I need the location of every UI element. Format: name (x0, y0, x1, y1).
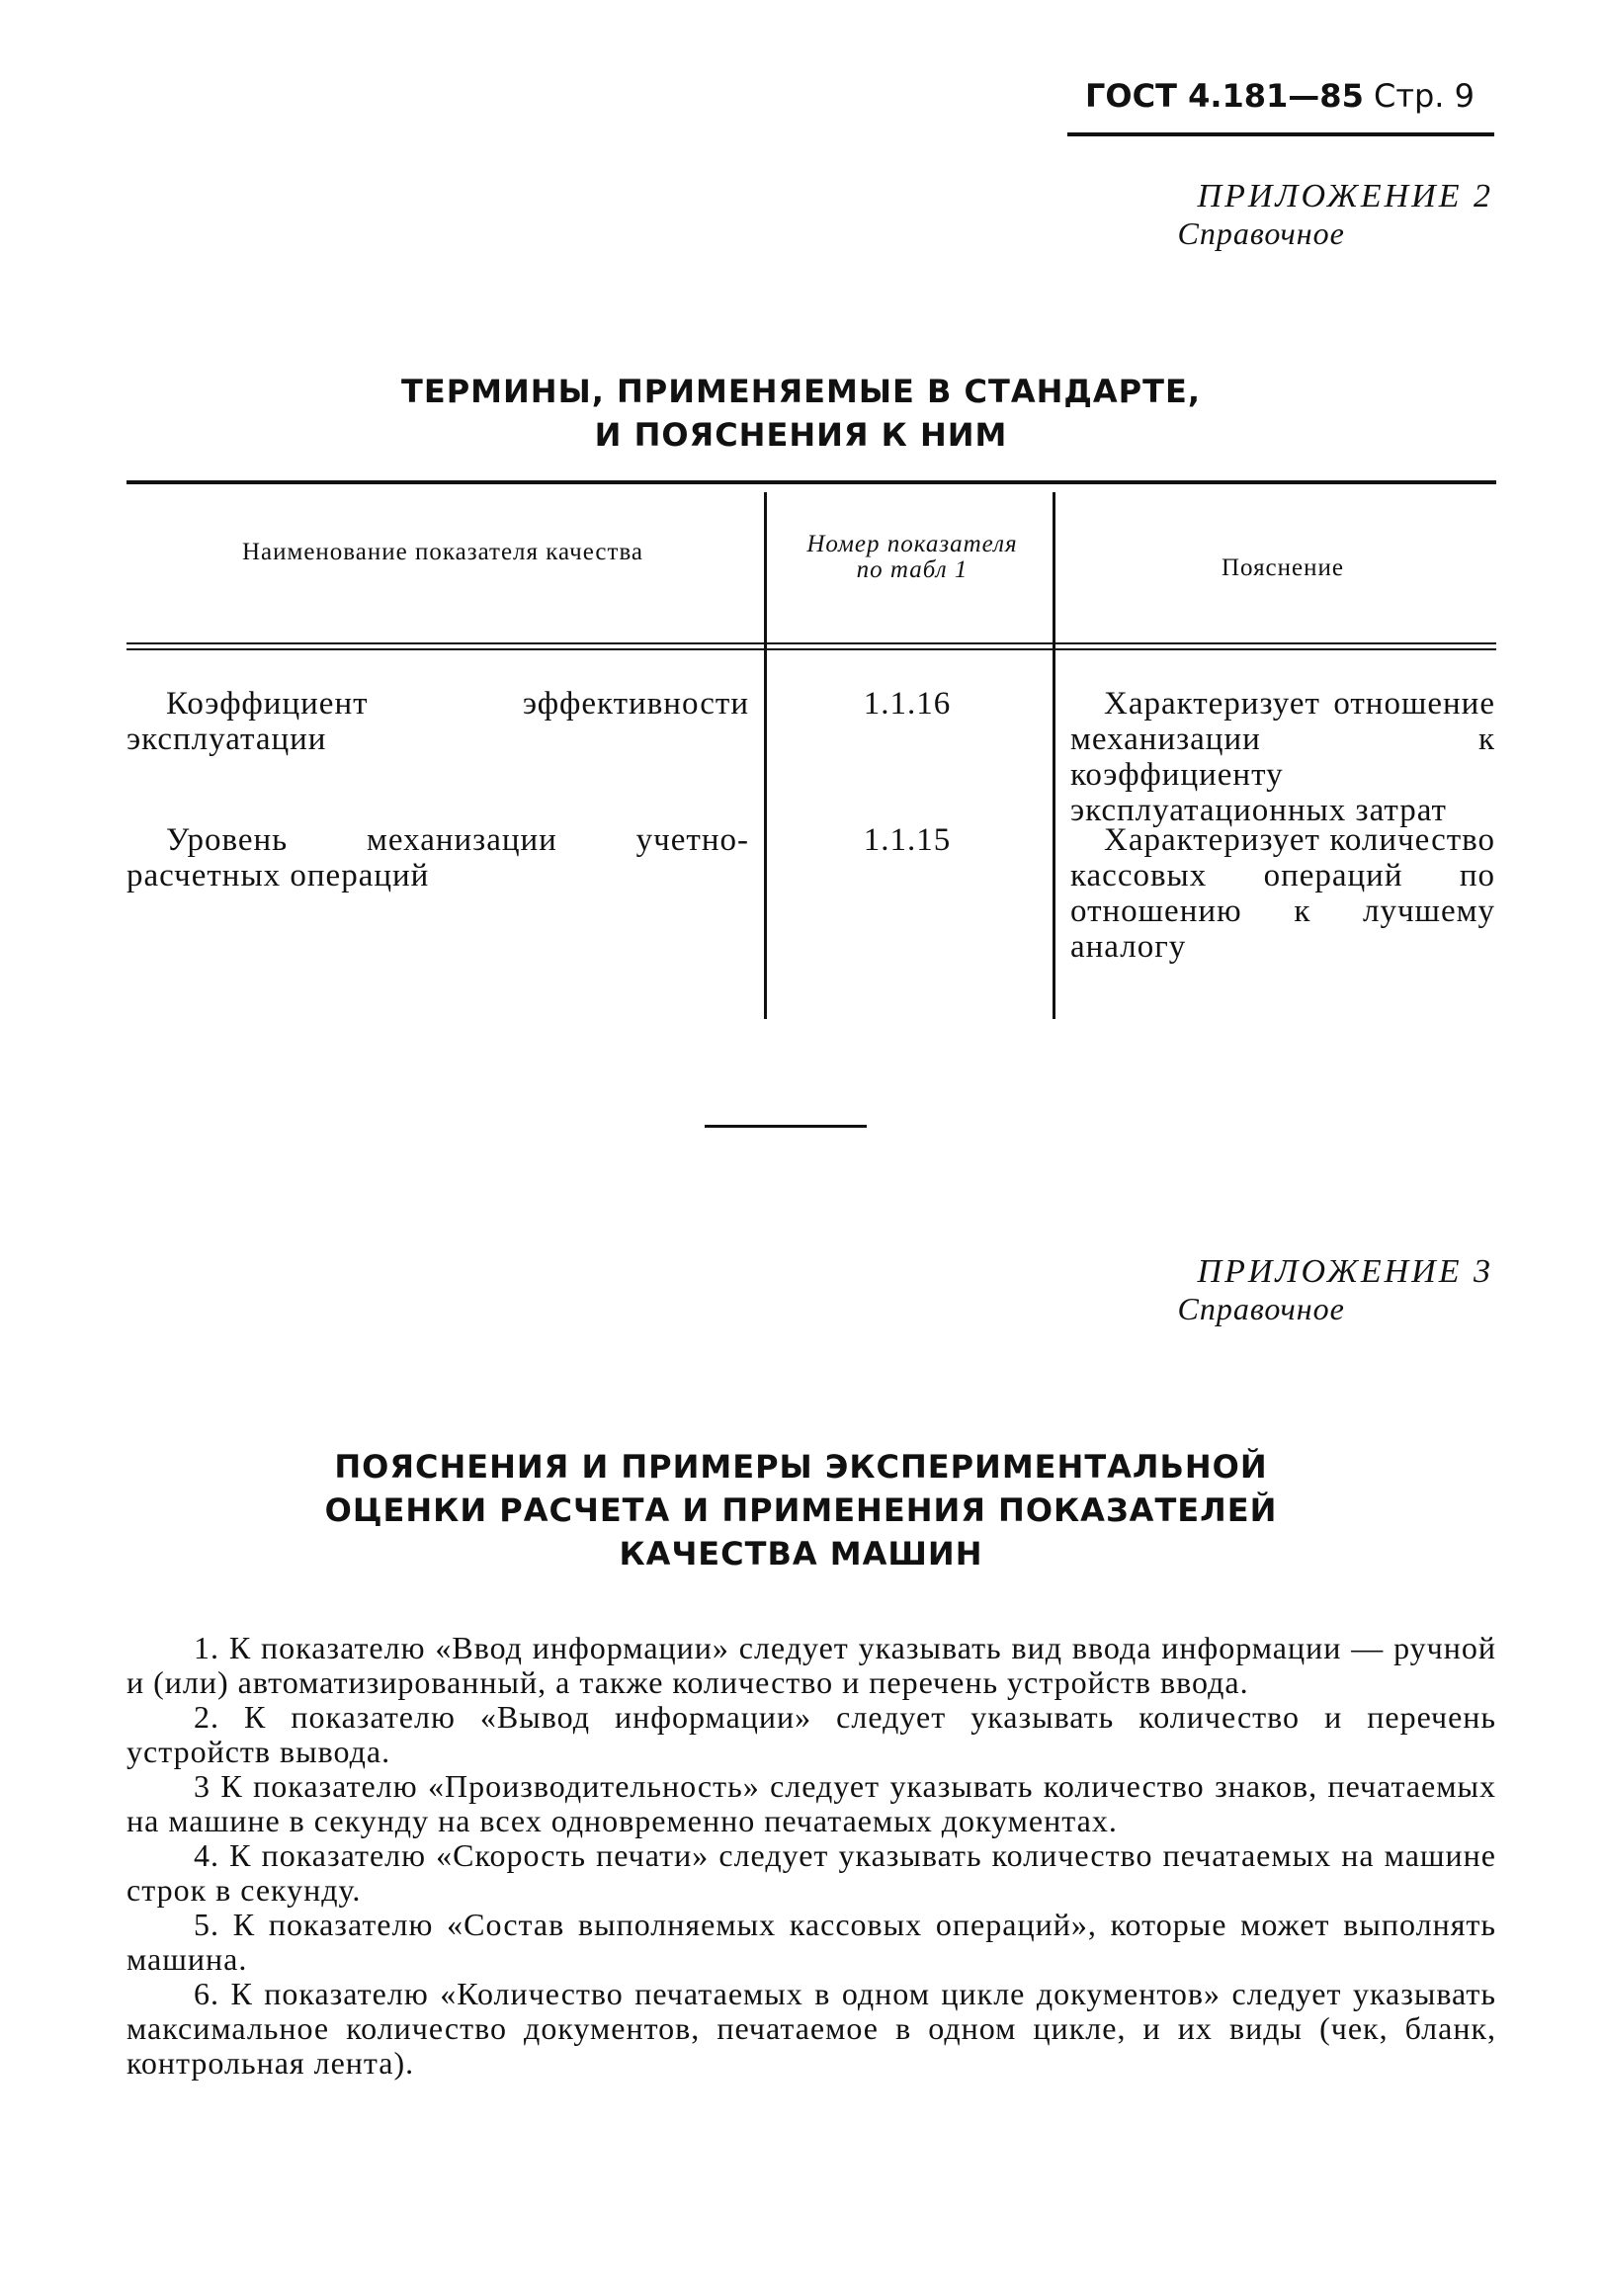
section-2-heading-line3: КАЧЕСТВА МАШИН (619, 1535, 983, 1573)
gost-label: ГОСТ 4.181—85 (1085, 77, 1364, 115)
terms-table (126, 480, 1496, 1019)
section-1-heading-line2: И ПОЯСНЕНИЯ К НИМ (594, 416, 1008, 454)
appendix-2-title: ПРИЛОЖЕНИЕ 2 (1197, 178, 1493, 214)
paragraph: 5. К показателю «Состав выполняемых кассовых операций», которые может выполнять машина. (126, 1907, 1496, 1977)
section-2-heading (0, 1445, 1602, 1575)
appendix-2-label (1177, 178, 1493, 252)
column-header-number: Номер показателя по табл 1 (806, 531, 1018, 583)
table-row-2-number: 1.1.15 (863, 822, 952, 858)
table-row-1-explanation: Характеризует отношение механизации к коэффициенту эксплуатационных затрат (1070, 686, 1495, 828)
table-column-divider (764, 492, 767, 1019)
column-header-explanation: Пояснение (1221, 554, 1344, 581)
section-1-heading (0, 370, 1602, 457)
appendix-3-title: ПРИЛОЖЕНИЕ 3 (1197, 1253, 1493, 1290)
column-header-name: Наименование показателя качества (241, 539, 644, 565)
appendix-2-subtitle: Справочное (1177, 215, 1345, 251)
body-text (126, 1631, 1496, 2081)
table-row-1-name: Коэффициент эффективности эксплуатации (126, 686, 749, 757)
section-2-heading-line2: ОЦЕНКИ РАСЧЕТА И ПРИМЕНЕНИЯ ПОКАЗАТЕЛЕЙ (324, 1491, 1278, 1529)
table-header-rule (126, 642, 1496, 650)
section-1-heading-line1: ТЕРМИНЫ, ПРИМЕНЯЕМЫЕ В СТАНДАРТЕ, (401, 373, 1201, 410)
table-row-2-name: Уровень механизации учетно-расчетных операций (126, 822, 749, 893)
page-label: Стр. 9 (1374, 77, 1475, 115)
paragraph: 1. К показателю «Ввод информации» следует указывать вид ввода информации — ручной и (или) автоматизированный, а также количество и перечень устройств ввода. (126, 1630, 1496, 1700)
paragraph: 3 К показателю «Производительность» следует указывать количество знаков, печатаемых на машине в секунду на всех одновременно печатаемых документах. (126, 1768, 1496, 1838)
paragraph: 6. К показателю «Количество печатаемых в одном цикле документов» следует указывать максимальное количество документов, печатаемое в одном цикле, и их виды (чек, бланк, контрольная лента). (126, 1976, 1496, 2081)
table-row-2-explanation: Характеризует количество кассовых операций по отношению к лучшему аналогу (1070, 822, 1495, 965)
section-2-heading-line1: ПОЯСНЕНИЯ И ПРИМЕРЫ ЭКСПЕРИМЕНТАЛЬНОЙ (334, 1448, 1268, 1486)
table-row-1-number: 1.1.16 (863, 686, 952, 722)
paragraph: 2. К показателю «Вывод информации» следует указывать количество и перечень устройств вывода. (126, 1699, 1496, 1769)
section-divider (705, 1125, 867, 1128)
appendix-3-label (1177, 1253, 1493, 1327)
header-text (1085, 77, 1475, 115)
table-column-divider (1053, 492, 1055, 1019)
appendix-3-subtitle: Справочное (1177, 1291, 1345, 1326)
page-header (1067, 73, 1494, 136)
table-top-rule (126, 480, 1496, 484)
paragraph: 4. К показателю «Скорость печати» следует указывать количество печатаемых на машине строк в секунду. (126, 1837, 1496, 1908)
